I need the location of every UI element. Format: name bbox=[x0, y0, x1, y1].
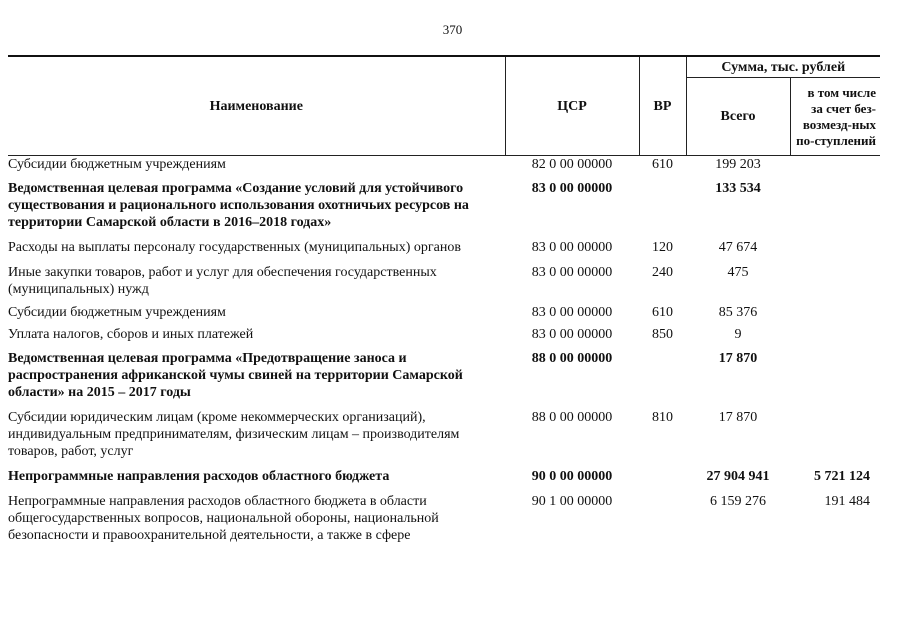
row-name: Расходы на выплаты персоналу государственных (муниципальных) органов bbox=[8, 240, 461, 255]
row-csr: 90 1 00 00000 bbox=[531, 494, 613, 509]
row-incl bbox=[790, 346, 880, 405]
row-incl bbox=[790, 156, 880, 177]
row-total: 27 904 941 bbox=[706, 469, 770, 484]
row-vr bbox=[639, 464, 686, 489]
row-incl: 191 484 bbox=[824, 494, 870, 509]
table-row bbox=[8, 464, 880, 489]
row-incl bbox=[790, 302, 880, 324]
header-incl: в том числе за счет без-возмезд-ных по-ступлений bbox=[790, 78, 880, 156]
row-csr: 83 0 00 00000 bbox=[531, 327, 613, 342]
header-name: Наименование bbox=[8, 56, 505, 156]
row-vr: 610 bbox=[652, 305, 673, 320]
row-vr bbox=[639, 489, 686, 548]
table-row bbox=[8, 176, 880, 235]
row-name: Уплата налогов, сборов и иных платежей bbox=[8, 327, 254, 342]
row-name: Субсидии бюджетным учреждениям bbox=[8, 305, 226, 320]
header-csr: ЦСР bbox=[505, 56, 639, 156]
row-csr: 83 0 00 00000 bbox=[531, 305, 613, 320]
row-name: Субсидии юридическим лицам (кроме некоммерческих организаций), индивидуальным предпринимателям, физическим лицам – производителям товаров, работ, услуг bbox=[8, 410, 460, 459]
table-row bbox=[8, 235, 880, 260]
header-total: Всего bbox=[686, 78, 790, 156]
row-name: Ведомственная целевая программа «Создание условий для устойчивого существования и рационального использования охотничьих ресурсов на территории Самарской области в 2016–2018 годах» bbox=[8, 181, 469, 230]
row-csr: 82 0 00 00000 bbox=[531, 157, 613, 172]
row-csr: 88 0 00 00000 bbox=[531, 351, 613, 366]
row-incl bbox=[790, 324, 880, 346]
row-total: 199 203 bbox=[715, 157, 761, 172]
row-total: 133 534 bbox=[715, 181, 761, 196]
row-name: Ведомственная целевая программа «Предотвращение заноса и распространения африканской чумы свиней на территории Самарской области» на 2015 – 2017 годы bbox=[8, 351, 463, 400]
budget-table bbox=[8, 55, 880, 548]
table-row bbox=[8, 156, 880, 177]
row-total: 17 870 bbox=[718, 351, 758, 366]
table-row bbox=[8, 324, 880, 346]
row-total: 475 bbox=[727, 265, 749, 280]
row-name: Непрограммные направления расходов областного бюджета в области общегосударственных вопросов, национальной обороны, национальной безопасности и правоохранительной деятельности, а также в сфере bbox=[8, 494, 439, 543]
row-csr: 88 0 00 00000 bbox=[531, 410, 613, 425]
row-csr: 83 0 00 00000 bbox=[531, 240, 613, 255]
header-sum: Сумма, тыс. рублей bbox=[686, 56, 880, 78]
row-vr: 850 bbox=[652, 327, 673, 342]
row-total: 47 674 bbox=[718, 240, 758, 255]
table-body bbox=[8, 156, 880, 549]
row-incl: 5 721 124 bbox=[814, 469, 870, 484]
row-total: 6 159 276 bbox=[710, 494, 766, 509]
row-total: 9 bbox=[734, 327, 742, 342]
row-vr: 240 bbox=[652, 265, 673, 280]
row-vr: 810 bbox=[652, 410, 673, 425]
table-row bbox=[8, 302, 880, 324]
row-total: 85 376 bbox=[718, 305, 758, 320]
page-number: 370 bbox=[442, 22, 463, 37]
row-csr: 83 0 00 00000 bbox=[531, 181, 613, 196]
row-vr bbox=[639, 176, 686, 235]
table-header bbox=[8, 56, 880, 156]
table-row bbox=[8, 405, 880, 464]
row-name: Субсидии бюджетным учреждениям bbox=[8, 157, 226, 172]
header-vr: ВР bbox=[639, 56, 686, 156]
row-incl bbox=[790, 405, 880, 464]
row-total: 17 870 bbox=[718, 410, 758, 425]
row-name: Иные закупки товаров, работ и услуг для обеспечения государственных (муниципальных) нужд bbox=[8, 265, 437, 297]
row-csr: 90 0 00 00000 bbox=[531, 469, 613, 484]
table-row bbox=[8, 489, 880, 548]
row-incl bbox=[790, 176, 880, 235]
row-vr: 610 bbox=[652, 157, 673, 172]
row-csr: 83 0 00 00000 bbox=[531, 265, 613, 280]
row-vr bbox=[639, 346, 686, 405]
table-row bbox=[8, 346, 880, 405]
row-vr: 120 bbox=[652, 240, 673, 255]
row-incl bbox=[790, 235, 880, 260]
table-row bbox=[8, 260, 880, 302]
row-incl bbox=[790, 260, 880, 302]
row-name: Непрограммные направления расходов областного бюджета bbox=[8, 469, 390, 484]
